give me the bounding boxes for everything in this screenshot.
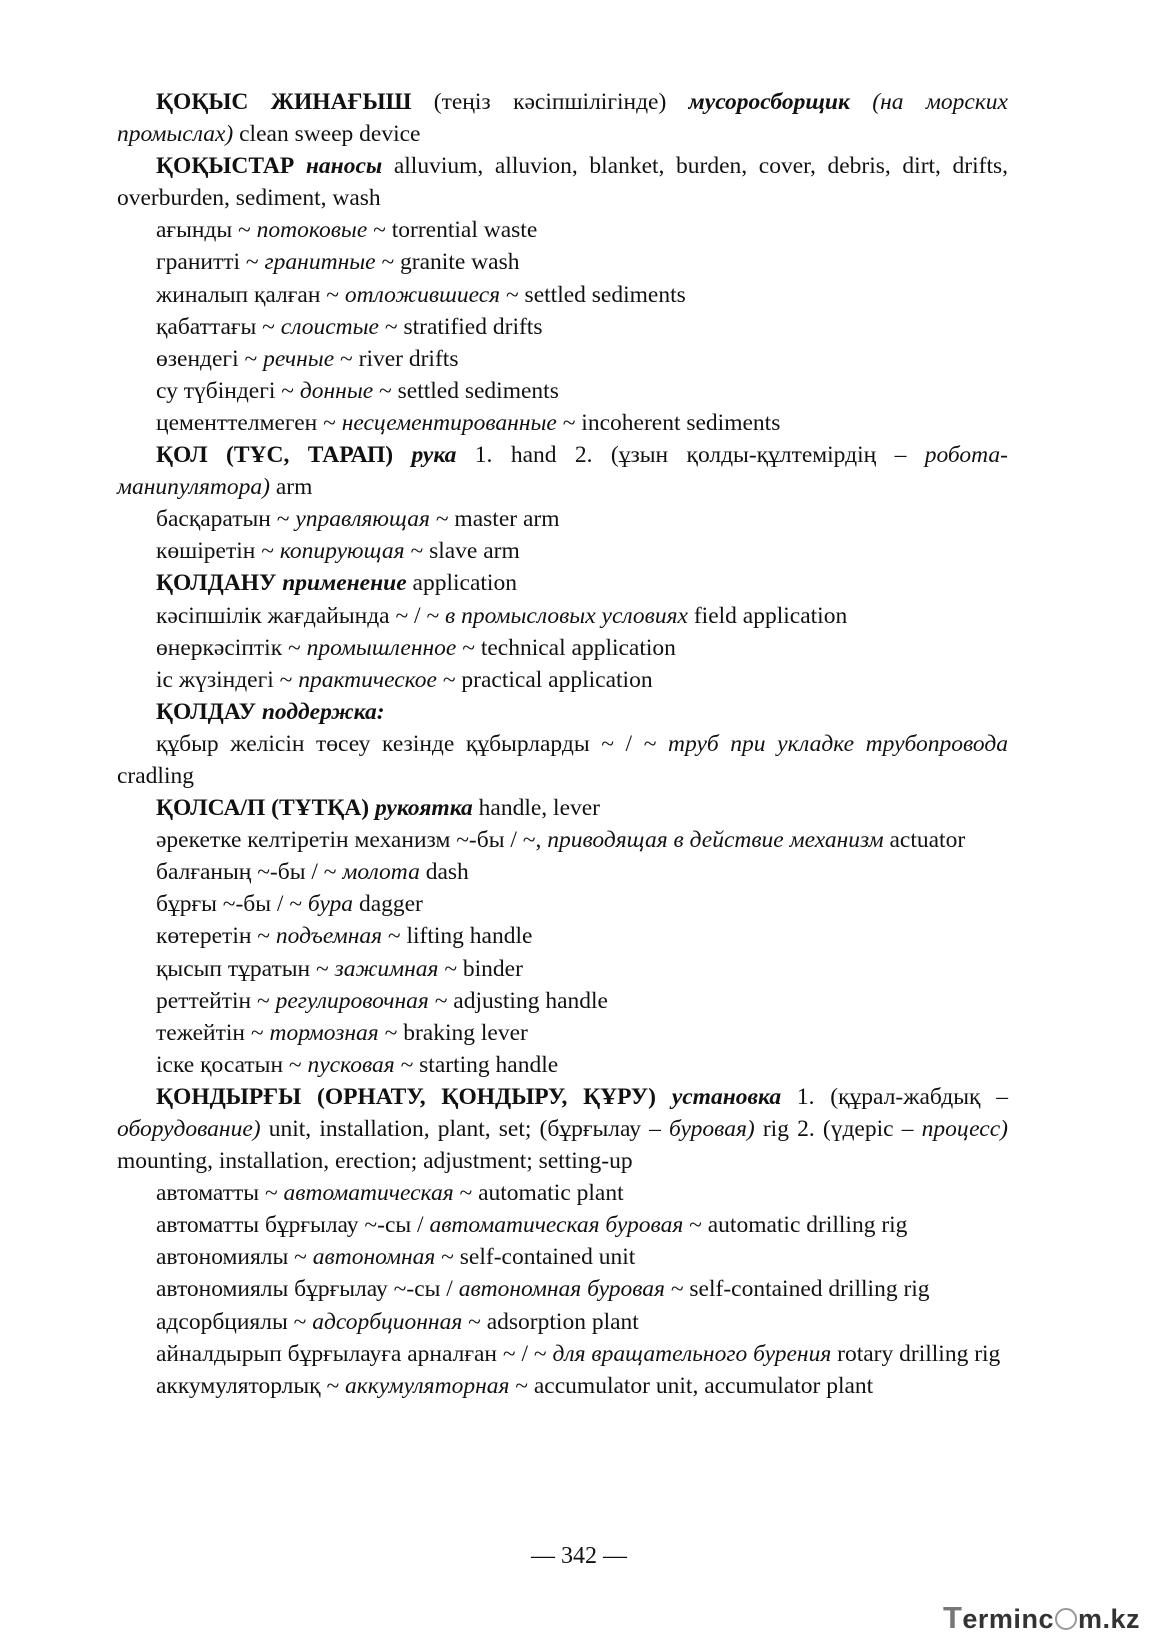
headword: ҚОЛ (ТҰС, ТАРАП) — [156, 442, 394, 469]
dictionary-entry — [117, 632, 1008, 664]
russian-term: (на морских промыслах) — [117, 89, 1008, 148]
entry-text: балғаның ~-бы / ~ — [156, 859, 343, 886]
entry-text: қабаттағы ~ — [156, 313, 281, 340]
russian-term: копирующая — [279, 538, 405, 565]
entry-text: ~ adjusting handle — [428, 987, 608, 1014]
entry-text: actuator — [883, 827, 966, 854]
russian-term: мусоросборщик — [688, 89, 850, 115]
dictionary-entry — [117, 535, 1008, 567]
entry-text: iс жүзiндегi ~ — [156, 666, 299, 693]
entry-text: автоматты бұрғылау ~-сы / — [156, 1212, 430, 1239]
entry-text: ~ self-contained drilling rig — [664, 1276, 930, 1303]
russian-term: оборудование) — [117, 1116, 261, 1142]
dictionary-page — [117, 86, 1008, 1402]
entry-text: (теңіз кәсіпшілігінде) — [411, 89, 689, 115]
entry-text: реттейтiн ~ — [156, 987, 276, 1014]
entry-text: 1. hand 2. (ұзын қолды-құлтемiрдiң – — [456, 442, 925, 469]
entry-text: ~ practical application — [436, 666, 653, 693]
entry-text: ~ settled sediments — [500, 281, 686, 308]
entry-text: граниттi ~ — [156, 249, 265, 276]
headword: ҚОЛСА/П (ТҰТҚА) — [156, 795, 370, 822]
russian-term: пусковая — [307, 1051, 395, 1078]
russian-term: отложившиеся — [344, 281, 501, 308]
russian-term: промышленное — [306, 634, 457, 661]
russian-term: буровая) — [669, 1116, 755, 1142]
entry-text: cradling — [117, 762, 194, 789]
entry-text: ~ automatic drilling rig — [683, 1212, 908, 1239]
dictionary-entry — [117, 1338, 1008, 1370]
entry-text — [393, 442, 411, 468]
entry-text: rotary drilling rig — [831, 1340, 1001, 1367]
entry-text: жиналып қалған ~ — [156, 281, 345, 308]
entry-text: өнеркәсiптiк ~ — [156, 634, 307, 661]
dictionary-entry — [117, 279, 1008, 311]
entry-text: айналдырып бұрғылауға арналған ~ / ~ — [156, 1340, 553, 1367]
entry-text: көтеретiн ~ — [156, 923, 276, 950]
watermark-logo: Terminc m.kz — [942, 1600, 1140, 1635]
russian-term: рукоятка — [374, 795, 473, 822]
dictionary-entry — [117, 1081, 1008, 1177]
dictionary-entry — [117, 696, 1008, 728]
russian-term: адсорбционная — [312, 1308, 463, 1335]
headword: ҚОҚЫСТАР — [156, 153, 295, 180]
page-number: — 342 — — [531, 1543, 627, 1569]
entry-text: автономиялы ~ — [156, 1244, 313, 1271]
entry-text: 1. (құрал-жабдық – — [781, 1083, 1008, 1110]
dictionary-entry — [117, 1306, 1008, 1338]
entry-text: ~ accumulator unit, accumulator plant — [509, 1372, 874, 1399]
dictionary-entry — [117, 985, 1008, 1017]
dictionary-entry — [117, 246, 1008, 278]
dictionary-entry — [117, 86, 1008, 150]
russian-term: автономная — [312, 1244, 436, 1271]
dictionary-entry — [117, 1370, 1008, 1402]
headword: ҚОЛДАУ — [156, 698, 256, 725]
entry-text: кәсiпшiлiк жағдайында ~ / ~ — [156, 602, 446, 629]
entry-text: application — [406, 570, 517, 597]
entry-text: arm — [269, 474, 313, 501]
russian-term: регулировочная — [275, 987, 429, 1014]
entry-text: цементтелмеген ~ — [156, 409, 342, 436]
entry-text: автономиялы бұрғылау ~-сы / — [156, 1276, 459, 1303]
entry-text: адсорбциялы ~ — [156, 1308, 313, 1335]
entry-text: handle, lever — [472, 795, 601, 822]
russian-term: речные — [263, 345, 335, 372]
russian-term: практическое — [298, 666, 437, 693]
entry-text: ~ master arm — [429, 506, 560, 533]
entry-text: ~ incoherent sediments — [556, 409, 781, 436]
dictionary-entry — [117, 728, 1008, 792]
dictionary-entry — [117, 1017, 1008, 1049]
dictionary-entry — [117, 600, 1008, 632]
russian-term: рука — [411, 442, 457, 469]
entry-text: iске қосатын ~ — [156, 1051, 308, 1078]
entry-text: бұрғы ~-бы / ~ — [156, 891, 308, 918]
dictionary-entry — [117, 1049, 1008, 1081]
dictionary-entry — [117, 856, 1008, 888]
entry-text: rig 2. (үдерiс – — [754, 1116, 922, 1142]
entry-text: өзендегi ~ — [156, 345, 264, 372]
headword: ҚОНДЫРҒЫ (ОРНАТУ, ҚОНДЫРУ, ҚҰРУ) — [156, 1083, 656, 1110]
entry-text: ~ stratified drifts — [379, 313, 543, 340]
entry-text: көшiретiн ~ — [156, 538, 280, 565]
russian-term: в промысловых условиях — [445, 602, 688, 629]
dictionary-entry — [117, 375, 1008, 407]
russian-term: тормозная — [269, 1019, 379, 1046]
dictionary-entry — [117, 1209, 1008, 1241]
entry-text: ~ starting handle — [394, 1051, 559, 1078]
entry-text: dash — [419, 859, 469, 886]
entry-text: құбыр желiсiн төсеу кезiнде құбырларды ~ / ~ — [156, 730, 669, 757]
russian-term: приводящая в действие механизм — [547, 827, 884, 854]
dictionary-entry — [117, 567, 1008, 599]
dictionary-entry — [117, 888, 1008, 920]
entry-text: clean sweep device — [233, 121, 421, 148]
entry-text: ~ self-contained unit — [435, 1244, 636, 1271]
dictionary-entry — [117, 343, 1008, 375]
russian-term: для вращательного бурения — [552, 1340, 832, 1367]
entry-text: су түбiндегi ~ — [156, 377, 300, 404]
russian-term: донные — [299, 377, 374, 404]
dictionary-entry — [117, 792, 1008, 824]
russian-term: применение — [282, 570, 407, 597]
russian-term: поддержка: — [261, 698, 385, 725]
entry-text: field application — [687, 602, 848, 629]
russian-term: аккумуляторная — [345, 1372, 510, 1399]
entry-text: ~ automatic plant — [453, 1180, 624, 1207]
dictionary-entry — [117, 824, 1008, 856]
entry-text: unit, installation, plant, set; (бұрғылау – — [260, 1116, 670, 1142]
entry-text — [294, 153, 306, 179]
dictionary-entry — [117, 1177, 1008, 1209]
entry-text: ~ binder — [438, 955, 523, 982]
entry-text: ~ slave arm — [404, 538, 520, 565]
dictionary-entry — [117, 920, 1008, 952]
entry-text: ~ lifting handle — [382, 923, 533, 950]
entry-text: alluvium, alluvion, blanket, burden, cover, debris, dirt, drifts, overburden, sediment, wash — [117, 153, 1009, 212]
russian-term: автоматическая — [283, 1180, 454, 1207]
entry-text: ~ braking lever — [378, 1019, 528, 1046]
dictionary-entry — [117, 439, 1008, 503]
dictionary-entry — [117, 664, 1008, 696]
russian-term: бура — [307, 891, 354, 918]
russian-term: гранитные — [264, 249, 376, 276]
russian-term: автоматическая буровая — [429, 1212, 684, 1239]
entry-text: әрекетке келтiретiн механизм ~-бы / ~, — [156, 827, 548, 854]
russian-term: наносы — [305, 153, 383, 180]
entry-text: ~ technical application — [456, 634, 676, 661]
dictionary-entry — [117, 1273, 1008, 1305]
dictionary-entry — [117, 953, 1008, 985]
entry-text: ағынды ~ — [156, 217, 257, 244]
russian-term: установка — [671, 1083, 782, 1110]
dictionary-entry — [117, 1241, 1008, 1273]
dictionary-entry — [117, 407, 1008, 439]
russian-term: подъемная — [275, 923, 383, 950]
russian-term: управляющая — [295, 506, 430, 533]
entry-text: ~ settled sediments — [373, 377, 559, 404]
russian-term: слоистые — [280, 313, 379, 340]
entry-text: аккумуляторлық ~ — [156, 1372, 346, 1399]
entry-text: қысып тұратын ~ — [156, 955, 335, 982]
entry-text — [656, 1084, 672, 1110]
dictionary-entry — [117, 503, 1008, 535]
russian-term: зажимная — [334, 955, 439, 982]
entry-text: басқаратын ~ — [156, 506, 296, 533]
russian-term: процесс) — [921, 1116, 1008, 1142]
entry-text: dagger — [353, 891, 423, 918]
entry-text: тежейтiн ~ — [156, 1019, 270, 1046]
russian-term: несцементированные — [341, 409, 557, 436]
dictionary-entry — [117, 311, 1008, 343]
headword: ҚОҚЫС ЖИНАҒЫШ — [156, 89, 412, 115]
entry-text: ~ adsorption plant — [462, 1308, 639, 1335]
russian-term: робота-манипулятора) — [117, 442, 1008, 501]
headword: ҚОЛДАНУ — [156, 570, 277, 597]
russian-term: труб при укладке трубопровода — [668, 730, 1009, 757]
entry-text: ~ torrential waste — [367, 217, 538, 244]
russian-term: молота — [342, 859, 420, 886]
entry-text: mounting, installation, erection; adjustment; setting-up — [117, 1148, 633, 1175]
entry-text: автоматты ~ — [156, 1180, 284, 1207]
russian-term: потоковые — [256, 217, 368, 244]
entry-text: ~ granite wash — [375, 249, 520, 276]
russian-term: автономная буровая — [458, 1276, 665, 1303]
entry-text: ~ river drifts — [334, 345, 459, 372]
dictionary-entry — [117, 150, 1008, 214]
dictionary-entry — [117, 214, 1008, 246]
